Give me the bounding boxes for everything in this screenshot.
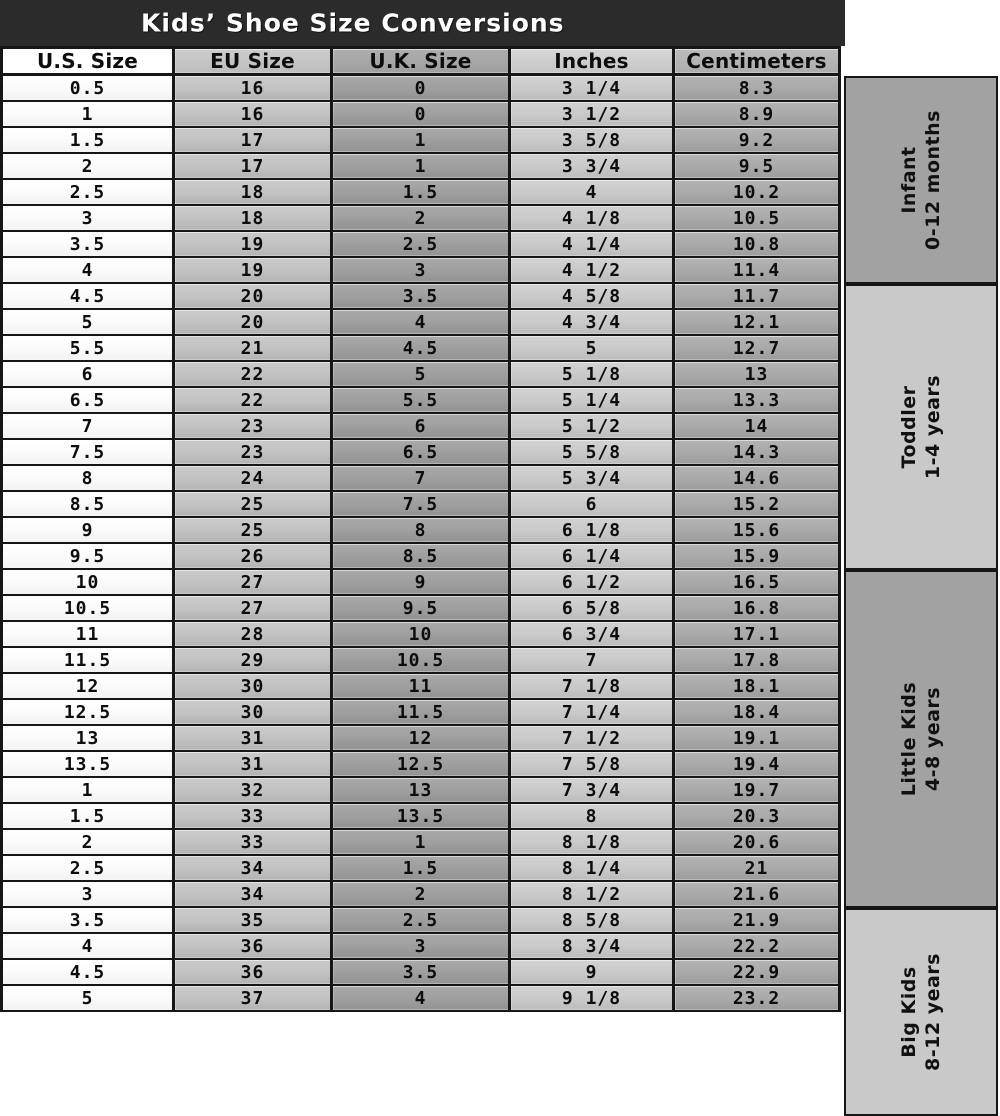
table-cell: 4 5/8: [511, 284, 675, 310]
table-cell: 15.6: [675, 518, 841, 544]
age-group-label: Toddler 1-4 years: [898, 374, 944, 480]
table-cell: 25: [175, 518, 333, 544]
table-cell: 31: [175, 752, 333, 778]
table-cell: 22.2: [675, 934, 841, 960]
table-cell: 13.5: [333, 804, 511, 830]
table-cell: 28: [175, 622, 333, 648]
table-cell: 4: [511, 180, 675, 206]
table-cell: 9: [333, 570, 511, 596]
table-cell: 13: [675, 362, 841, 388]
table-cell: 22: [175, 388, 333, 414]
table-cell: 22.9: [675, 960, 841, 986]
table-cell: 6 5/8: [511, 596, 675, 622]
table-cell: 3.5: [333, 960, 511, 986]
table-cell: 36: [175, 960, 333, 986]
table-cell: 23.2: [675, 986, 841, 1012]
table-cell: 6: [333, 414, 511, 440]
table-cell: 17.8: [675, 648, 841, 674]
table-cell: 11: [333, 674, 511, 700]
table-cell: 17: [175, 128, 333, 154]
age-group-label: Infant 0-12 months: [898, 110, 944, 250]
table-cell: 4 1/8: [511, 206, 675, 232]
table-cell: 30: [175, 700, 333, 726]
table-cell: 11.7: [675, 284, 841, 310]
age-group-label: Little Kids 4-8 years: [897, 681, 944, 797]
table-cell: 0.5: [0, 76, 175, 102]
table-cell: 34: [175, 856, 333, 882]
table-cell: 27: [175, 596, 333, 622]
table-cell: 10.5: [675, 206, 841, 232]
table-cell: 6: [511, 492, 675, 518]
table-cell: 3 1/2: [511, 102, 675, 128]
table-cell: 21.9: [675, 908, 841, 934]
table-cell: 12.5: [0, 700, 175, 726]
table-cell: 2: [0, 154, 175, 180]
table-cell: 7.5: [333, 492, 511, 518]
table-cell: 6: [0, 362, 175, 388]
table-cell: 9.2: [675, 128, 841, 154]
table-cell: 2.5: [333, 908, 511, 934]
table-cell: 1.5: [0, 128, 175, 154]
column-header-u-k-size: U.K. Size: [333, 46, 511, 76]
table-cell: 9: [0, 518, 175, 544]
column-header-eu-size: EU Size: [175, 46, 333, 76]
table-cell: 19.4: [675, 752, 841, 778]
table-cell: 16.5: [675, 570, 841, 596]
table-cell: 12.7: [675, 336, 841, 362]
table-cell: 5 5/8: [511, 440, 675, 466]
table-cell: 5: [0, 310, 175, 336]
table-cell: 20: [175, 284, 333, 310]
table-cell: 8 1/2: [511, 882, 675, 908]
table-cell: 4: [0, 934, 175, 960]
table-cell: 15.9: [675, 544, 841, 570]
table-cell: 6 3/4: [511, 622, 675, 648]
table-cell: 8.5: [333, 544, 511, 570]
table-cell: 19.7: [675, 778, 841, 804]
table-cell: 16: [175, 102, 333, 128]
column-header-inches: Inches: [511, 46, 675, 76]
table-cell: 33: [175, 804, 333, 830]
table-cell: 14.3: [675, 440, 841, 466]
table-cell: 7 3/4: [511, 778, 675, 804]
table-cell: 21.6: [675, 882, 841, 908]
table-cell: 1.5: [333, 856, 511, 882]
table-cell: 12: [0, 674, 175, 700]
conversion-table: [0, 46, 841, 1012]
table-cell: 13.3: [675, 388, 841, 414]
table-cell: 18: [175, 180, 333, 206]
table-cell: 7 5/8: [511, 752, 675, 778]
table-cell: 8: [333, 518, 511, 544]
table-cell: 6 1/4: [511, 544, 675, 570]
table-cell: 6.5: [0, 388, 175, 414]
table-cell: 19.1: [675, 726, 841, 752]
table-cell: 2.5: [0, 856, 175, 882]
table-cell: 3: [0, 882, 175, 908]
table-cell: 10.8: [675, 232, 841, 258]
table-cell: 6 1/8: [511, 518, 675, 544]
table-cell: 20.3: [675, 804, 841, 830]
table-cell: 23: [175, 414, 333, 440]
table-cell: 1.5: [0, 804, 175, 830]
table-cell: 5 1/2: [511, 414, 675, 440]
age-group-little-kids: [844, 570, 998, 908]
table-cell: 37: [175, 986, 333, 1012]
table-cell: 9 1/8: [511, 986, 675, 1012]
table-cell: 31: [175, 726, 333, 752]
table-cell: 3.5: [0, 908, 175, 934]
table-cell: 6 1/2: [511, 570, 675, 596]
table-cell: 20.6: [675, 830, 841, 856]
table-cell: 9.5: [0, 544, 175, 570]
table-cell: 8 5/8: [511, 908, 675, 934]
table-cell: 5.5: [0, 336, 175, 362]
table-cell: 7 1/8: [511, 674, 675, 700]
table-cell: 14: [675, 414, 841, 440]
title-bar: [0, 0, 845, 46]
table-cell: 12: [333, 726, 511, 752]
table-cell: 6.5: [333, 440, 511, 466]
table-cell: 7: [333, 466, 511, 492]
table-cell: 12.1: [675, 310, 841, 336]
table-cell: 10: [0, 570, 175, 596]
table-cell: 19: [175, 258, 333, 284]
column-header-centimeters: Centimeters: [675, 46, 841, 76]
table-cell: 0: [333, 102, 511, 128]
table-cell: 23: [175, 440, 333, 466]
table-cell: 3: [333, 934, 511, 960]
table-cell: 5: [333, 362, 511, 388]
table-cell: 27: [175, 570, 333, 596]
table-cell: 3 5/8: [511, 128, 675, 154]
table-cell: 1.5: [333, 180, 511, 206]
table-cell: 1: [333, 154, 511, 180]
page-title: Kids’ Shoe Size Conversions: [141, 8, 565, 38]
table-cell: 4.5: [0, 284, 175, 310]
table-cell: 20: [175, 310, 333, 336]
age-group-label: Big Kids 8-12 years: [898, 953, 944, 1071]
table-cell: 8.9: [675, 102, 841, 128]
table-cell: 16.8: [675, 596, 841, 622]
table-cell: 26: [175, 544, 333, 570]
table-cell: 7: [0, 414, 175, 440]
table-cell: 11.5: [333, 700, 511, 726]
table-cell: 17: [175, 154, 333, 180]
table-cell: 14.6: [675, 466, 841, 492]
table-cell: 30: [175, 674, 333, 700]
table-cell: 3: [333, 258, 511, 284]
table-cell: 3.5: [0, 232, 175, 258]
table-cell: 5 1/4: [511, 388, 675, 414]
table-cell: 12.5: [333, 752, 511, 778]
table-cell: 24: [175, 466, 333, 492]
table-cell: 34: [175, 882, 333, 908]
table-cell: 8 1/4: [511, 856, 675, 882]
table-cell: 5.5: [333, 388, 511, 414]
table-cell: 33: [175, 830, 333, 856]
table-cell: 16: [175, 76, 333, 102]
table-cell: 4: [333, 986, 511, 1012]
table-cell: 25: [175, 492, 333, 518]
table-cell: 2.5: [333, 232, 511, 258]
table-cell: 2: [0, 830, 175, 856]
table-cell: 13: [0, 726, 175, 752]
table-cell: 10.5: [0, 596, 175, 622]
table-cell: 10.5: [333, 648, 511, 674]
table-cell: 17.1: [675, 622, 841, 648]
table-cell: 1: [333, 128, 511, 154]
table-cell: 4.5: [333, 336, 511, 362]
table-cell: 8: [511, 804, 675, 830]
table-cell: 5: [0, 986, 175, 1012]
table-cell: 9.5: [675, 154, 841, 180]
table-cell: 2: [333, 882, 511, 908]
table-cell: 3: [0, 206, 175, 232]
table-cell: 36: [175, 934, 333, 960]
table-cell: 18.1: [675, 674, 841, 700]
age-group-big-kids: [844, 908, 998, 1116]
table-cell: 9.5: [333, 596, 511, 622]
table-cell: 22: [175, 362, 333, 388]
table-cell: 15.2: [675, 492, 841, 518]
table-cell: 21: [675, 856, 841, 882]
table-cell: 2.5: [0, 180, 175, 206]
table-cell: 4 1/2: [511, 258, 675, 284]
column-header-u-s-size: U.S. Size: [0, 46, 175, 76]
age-group-infant: [844, 76, 998, 284]
table-cell: 11.4: [675, 258, 841, 284]
table-cell: 3 3/4: [511, 154, 675, 180]
table-cell: 8.3: [675, 76, 841, 102]
table-cell: 29: [175, 648, 333, 674]
table-cell: 8: [0, 466, 175, 492]
age-group-toddler: [844, 284, 998, 570]
table-cell: 4 3/4: [511, 310, 675, 336]
table-cell: 1: [0, 778, 175, 804]
table-cell: 5 1/8: [511, 362, 675, 388]
table-cell: 13: [333, 778, 511, 804]
table-cell: 1: [0, 102, 175, 128]
table-cell: 32: [175, 778, 333, 804]
table-cell: 18.4: [675, 700, 841, 726]
table-cell: 3.5: [333, 284, 511, 310]
table-cell: 7: [511, 648, 675, 674]
table-cell: 2: [333, 206, 511, 232]
table-cell: 1: [333, 830, 511, 856]
table-cell: 5: [511, 336, 675, 362]
table-cell: 3 1/4: [511, 76, 675, 102]
table-cell: 4: [0, 258, 175, 284]
table-cell: 11: [0, 622, 175, 648]
table-cell: 7.5: [0, 440, 175, 466]
table-cell: 8.5: [0, 492, 175, 518]
table-cell: 8 1/8: [511, 830, 675, 856]
table-cell: 7 1/2: [511, 726, 675, 752]
table-cell: 9: [511, 960, 675, 986]
table-cell: 8 3/4: [511, 934, 675, 960]
table-cell: 11.5: [0, 648, 175, 674]
table-cell: 4: [333, 310, 511, 336]
table-cell: 19: [175, 232, 333, 258]
table-cell: 5 3/4: [511, 466, 675, 492]
table-cell: 10: [333, 622, 511, 648]
table-cell: 10.2: [675, 180, 841, 206]
table-cell: 18: [175, 206, 333, 232]
table-cell: 7 1/4: [511, 700, 675, 726]
table-cell: 4 1/4: [511, 232, 675, 258]
table-cell: 21: [175, 336, 333, 362]
table-cell: 4.5: [0, 960, 175, 986]
table-cell: 35: [175, 908, 333, 934]
table-cell: 13.5: [0, 752, 175, 778]
table-cell: 0: [333, 76, 511, 102]
